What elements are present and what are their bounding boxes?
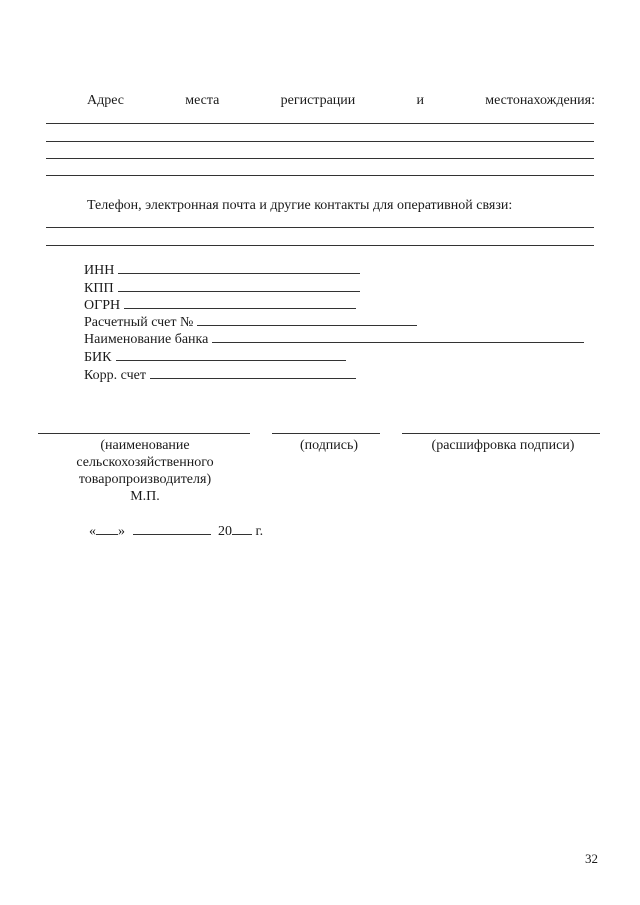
year-suffix: г.	[255, 524, 264, 539]
ogrn-line[interactable]	[124, 307, 356, 309]
sign-line[interactable]	[272, 433, 380, 434]
address-word-2: места	[185, 93, 220, 108]
bik-label: БИК	[84, 350, 112, 365]
bank-field	[84, 332, 584, 348]
inn-field	[84, 263, 360, 279]
ogrn-field	[84, 298, 356, 314]
account-label: Расчетный счет №	[84, 315, 194, 330]
bank-label: Наименование банка	[84, 332, 209, 347]
address-word-3: регистрации	[280, 93, 356, 108]
year-line[interactable]	[232, 533, 252, 535]
decode-line[interactable]	[402, 433, 600, 434]
bik-line[interactable]	[116, 359, 346, 361]
contacts-line-2[interactable]	[46, 245, 594, 246]
address-word-5: местонахождения:	[485, 93, 595, 108]
account-line[interactable]	[197, 324, 417, 326]
account-field	[84, 315, 417, 331]
date-close-quote: »	[118, 524, 125, 539]
decode-caption: (расшифровка подписи)	[431, 438, 575, 453]
address-word-4: и	[416, 93, 425, 108]
year-prefix: 20	[218, 524, 232, 539]
kpp-field	[84, 281, 360, 297]
corr-field	[84, 368, 356, 384]
ogrn-label: ОГРН	[84, 298, 121, 313]
address-line-4[interactable]	[46, 175, 594, 176]
stamp-label: М.П.	[130, 489, 160, 504]
sign-caption: (подпись)	[299, 438, 359, 453]
kpp-line[interactable]	[118, 290, 360, 292]
month-line[interactable]	[133, 533, 211, 535]
bik-field	[84, 350, 346, 366]
corr-line[interactable]	[150, 377, 356, 379]
name-caption-line-3: товаропроизводителя)	[78, 472, 212, 487]
contacts-label: Телефон, электронная почта и другие контакты для оперативной связи:	[87, 198, 513, 213]
inn-label: ИНН	[84, 263, 115, 278]
inn-line[interactable]	[118, 272, 360, 274]
name-caption	[50, 437, 240, 505]
name-signature-line[interactable]	[38, 433, 250, 434]
date-row	[89, 524, 263, 540]
date-open-quote: «	[89, 524, 96, 539]
day-line[interactable]	[96, 533, 118, 535]
kpp-label: КПП	[84, 281, 114, 296]
bank-line[interactable]	[212, 341, 584, 343]
page-number: 32	[585, 851, 598, 866]
contacts-line-1[interactable]	[46, 227, 594, 228]
address-word-1: Адрес	[87, 93, 125, 108]
address-line-1[interactable]	[46, 123, 594, 124]
address-line-3[interactable]	[46, 158, 594, 159]
name-caption-line-1: (наименование	[100, 438, 190, 453]
address-label	[87, 93, 595, 109]
corr-label: Корр. счет	[84, 368, 146, 383]
address-line-2[interactable]	[46, 141, 594, 142]
name-caption-line-2: сельскохозяйственного	[76, 455, 214, 470]
